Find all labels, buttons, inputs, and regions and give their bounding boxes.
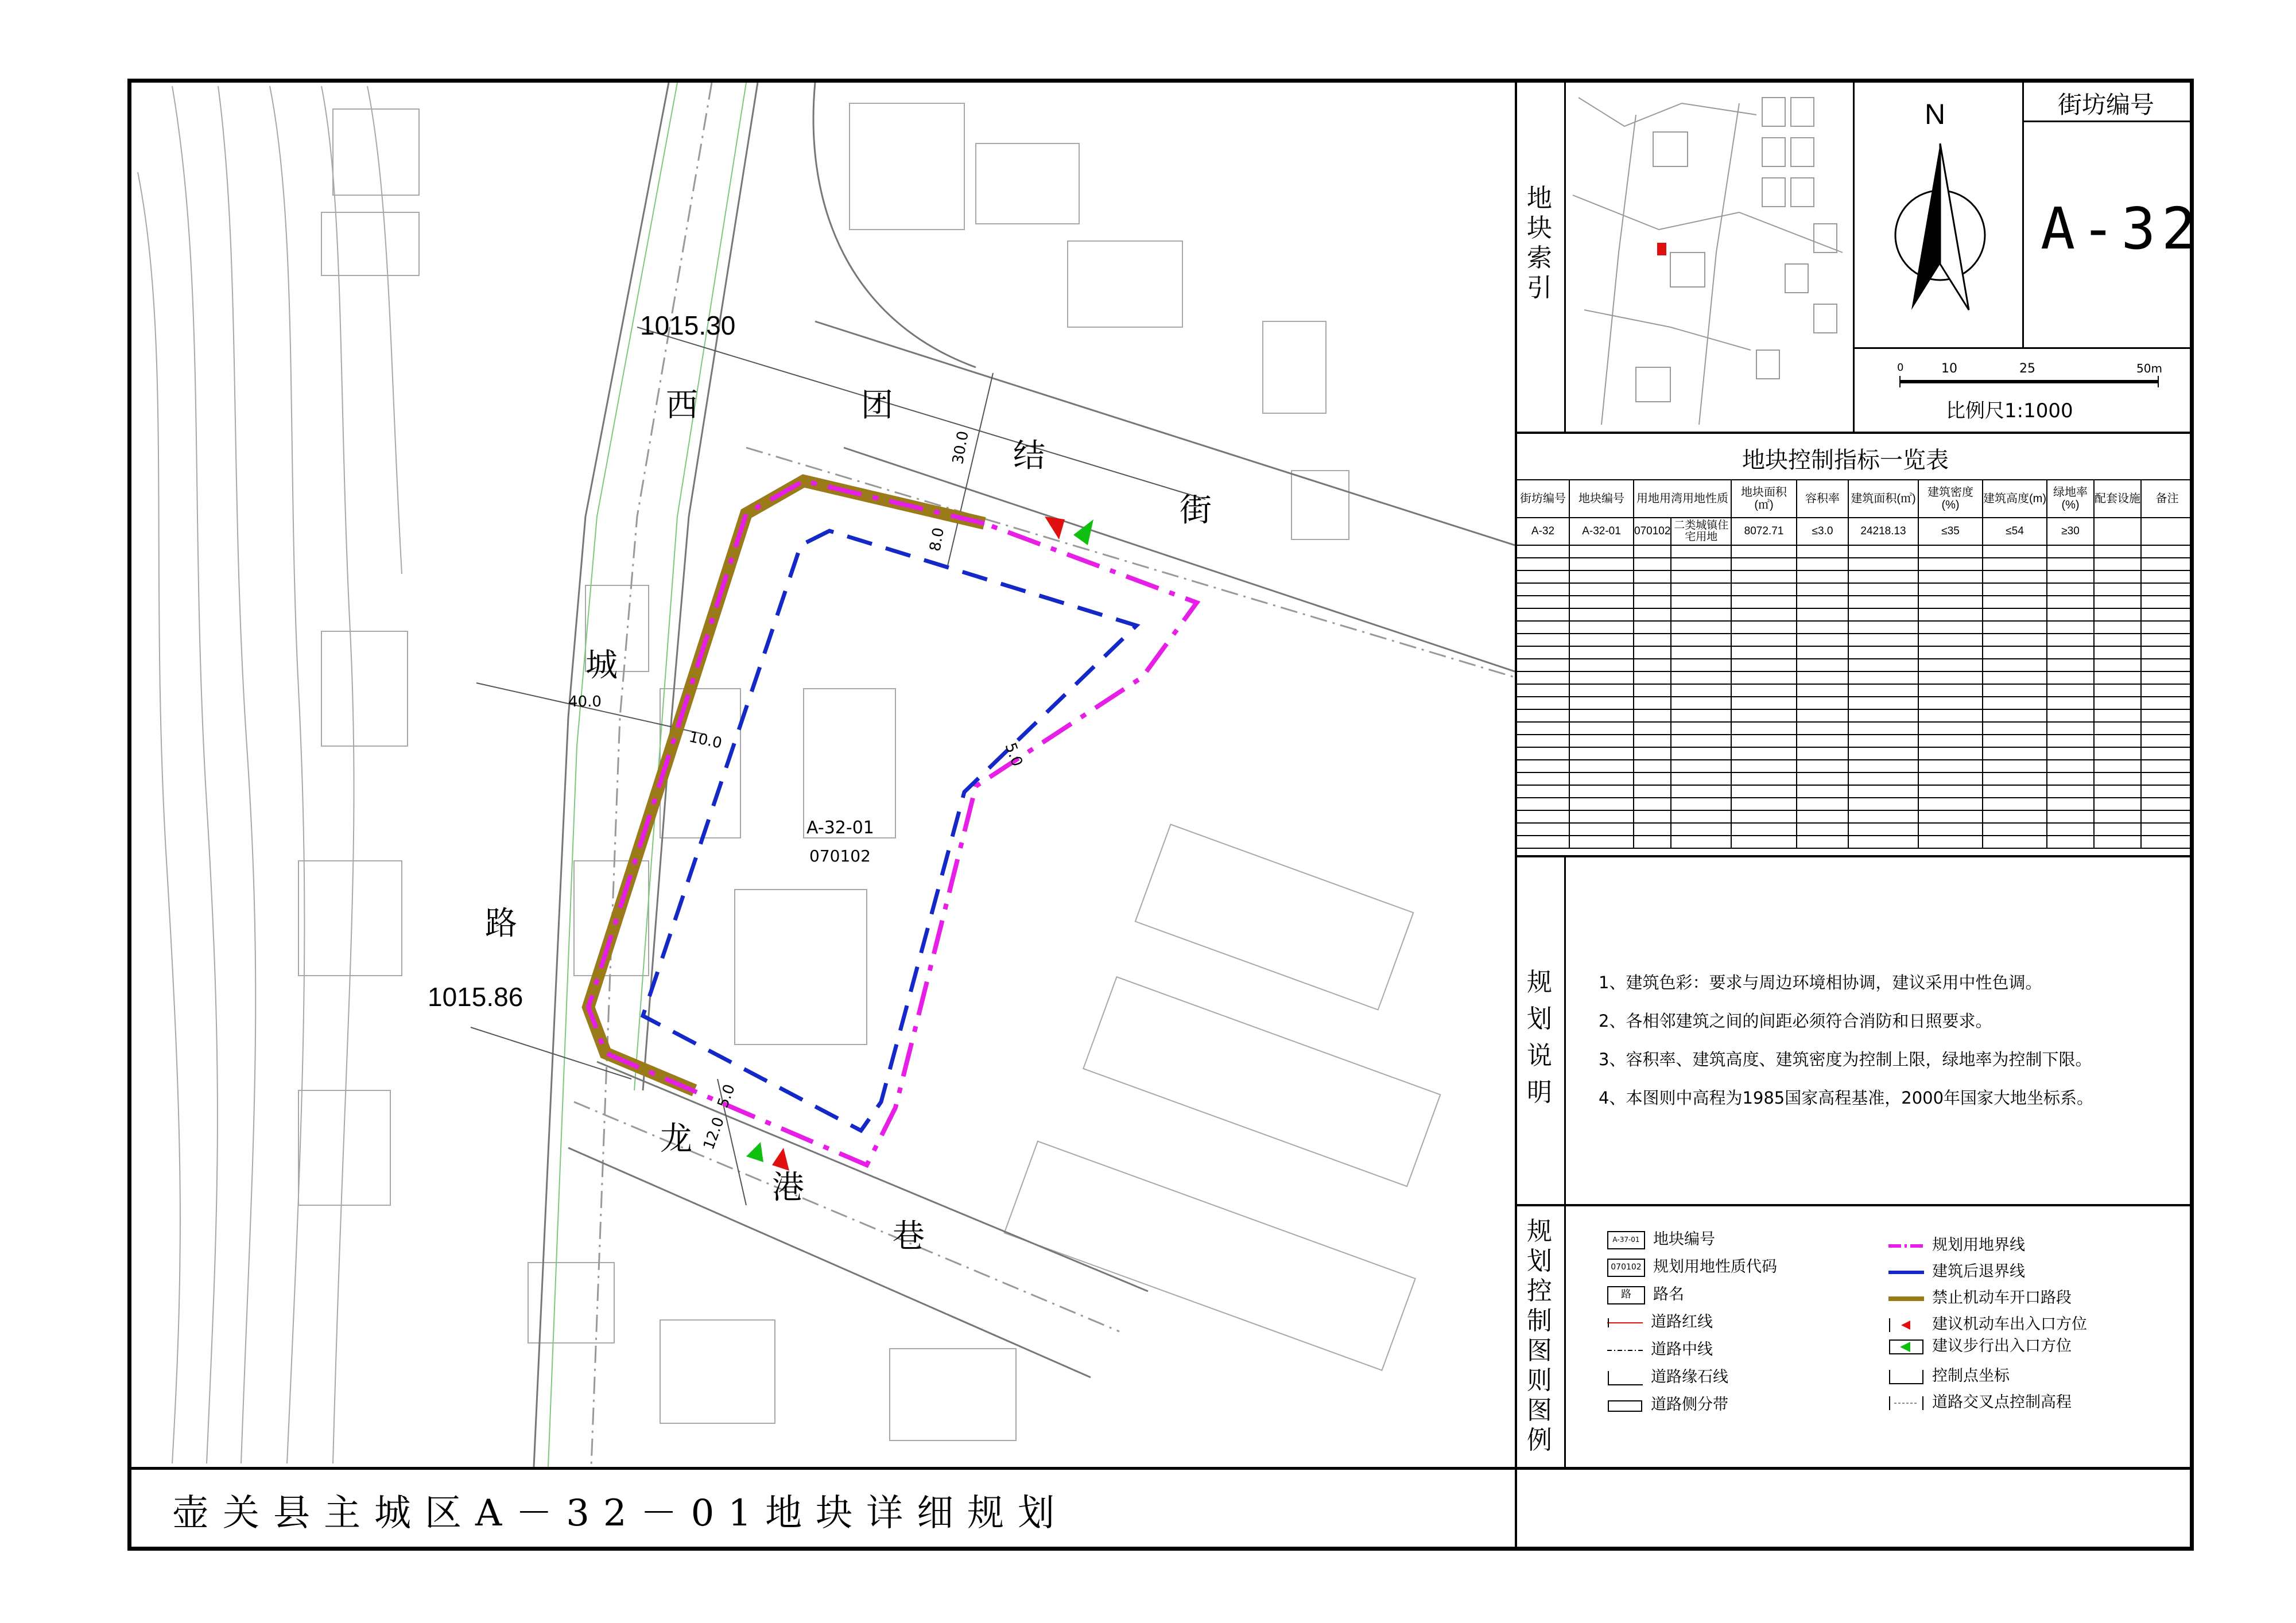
legend-text: 地块编号 <box>1653 1230 1715 1248</box>
table-header: 地块编号 <box>1569 480 1634 518</box>
legend-text: 建议机动车出入口方位 <box>1932 1315 2087 1333</box>
index-label: 地块索引 <box>1527 184 1552 302</box>
legend-boundary-icon <box>1888 1238 1924 1254</box>
legend-text: 路名 <box>1653 1286 1684 1303</box>
divider <box>1515 1204 2194 1206</box>
legend-median-icon <box>1607 1397 1643 1414</box>
legend-text: 道路缘石线 <box>1651 1368 1728 1386</box>
table-header: 建筑密度(%) <box>1918 480 1983 518</box>
dimension-label: 8.0 <box>926 526 948 553</box>
legend-text: 道路侧分带 <box>1651 1396 1728 1414</box>
legend-item <box>1888 1391 2072 1414</box>
divider <box>2022 121 2194 122</box>
note-item: 2、各相邻建筑之间的间距必须符合消防和日照要求。 <box>1599 1011 1992 1031</box>
table-cell: ≤54 <box>1983 518 2047 545</box>
legend-text: 禁止机动车开口路段 <box>1932 1289 2072 1307</box>
divider <box>1853 79 1855 432</box>
divider <box>2022 79 2024 348</box>
table-header: 建筑面积(㎡) <box>1848 480 1918 518</box>
road-name-char: 结 <box>1013 437 1045 475</box>
table-cell: ≤3.0 <box>1797 518 1848 545</box>
table-cell <box>2094 518 2141 545</box>
legend-elevation-icon <box>1888 1395 1924 1411</box>
road-name-char: 巷 <box>893 1218 925 1255</box>
note-item: 3、容积率、建筑高度、建筑密度为控制上限，绿地率为控制下限。 <box>1599 1050 2092 1069</box>
legend-item <box>1607 1338 1713 1361</box>
table-header: 用地用湾用地性质 <box>1634 480 1731 518</box>
road-name-char: 港 <box>772 1169 804 1206</box>
legend-item <box>1607 1283 1684 1306</box>
table-cell: A-32 <box>1517 518 1569 545</box>
table-header: 地块面积(㎡) <box>1731 480 1797 518</box>
legend-curb-line-icon <box>1607 1370 1643 1386</box>
table-header: 街坊编号 <box>1517 480 1569 518</box>
legend-control-point-icon <box>1888 1369 1924 1385</box>
control-elevation: 1015.30 <box>640 310 736 340</box>
legend-item <box>1888 1335 2072 1358</box>
legend-text: 道路交叉点控制高程 <box>1932 1393 2072 1411</box>
dimension-label: 5.0 <box>714 1082 739 1111</box>
scale-text: 比例尺1:1000 <box>1946 399 2073 422</box>
table-cell: 24218.13 <box>1848 518 1918 545</box>
table-cell <box>2141 518 2193 545</box>
divider <box>127 1467 2194 1470</box>
road-name-char: 城 <box>585 647 618 684</box>
legend-item <box>1607 1256 1777 1279</box>
table-header: 备注 <box>2141 480 2193 518</box>
road-name-char: 龙 <box>660 1120 692 1158</box>
legend-symbol: 路 <box>1607 1286 1645 1304</box>
table-row <box>1517 518 2193 545</box>
legend-item <box>1607 1228 1715 1251</box>
legend-item <box>1607 1311 1713 1334</box>
legend-setback-icon <box>1888 1264 1924 1280</box>
dimension-label: 30.0 <box>949 429 972 466</box>
scale-tick: 10 <box>1941 362 1957 376</box>
road-name-char: 西 <box>666 387 698 424</box>
legend-center-line-icon <box>1607 1342 1643 1358</box>
legend-text: 建筑后退界线 <box>1932 1263 2025 1280</box>
dimension-label: 10.0 <box>687 728 724 752</box>
table-cell: 8072.71 <box>1731 518 1797 545</box>
legend-red-line-icon <box>1607 1315 1643 1331</box>
table-header: 配套设施 <box>2094 480 2141 518</box>
divider <box>1515 855 2194 857</box>
legend-item <box>1607 1393 1728 1416</box>
table-header: 容积率 <box>1797 480 1848 518</box>
legend-no-opening-icon <box>1888 1291 1924 1307</box>
note-item: 1、建筑色彩：要求与周边环境相协调，建议采用中性色调。 <box>1599 973 2042 992</box>
block-number-value: A-32 <box>2041 195 2202 262</box>
scale-tick: 25 <box>2019 362 2035 376</box>
parcel-id: A-32-01 <box>806 818 874 838</box>
dimension-label: 12.0 <box>700 1115 728 1152</box>
legend-symbol: 070102 <box>1607 1259 1645 1277</box>
legend-label: 规划控制图则图例 <box>1527 1217 1552 1455</box>
dimension-label: 40.0 <box>568 693 602 710</box>
table-header: 绿地率(%) <box>2047 480 2094 518</box>
legend-text: 规划用地界线 <box>1932 1236 2025 1254</box>
legend-text: 道路红线 <box>1651 1313 1713 1331</box>
legend-text: 道路中线 <box>1651 1341 1713 1358</box>
notes-label: 规划说明 <box>1527 968 1552 1107</box>
control-table <box>1516 479 2194 849</box>
legend-text: 控制点坐标 <box>1932 1367 2010 1385</box>
road-name-char: 团 <box>861 387 893 424</box>
road-name-char: 路 <box>485 905 517 942</box>
table-cell: 070102 <box>1634 518 1671 545</box>
index-map <box>1567 80 1851 430</box>
divider <box>1853 347 2194 349</box>
dimension-label: 5.0 <box>1001 740 1026 769</box>
scale-tick: 0 <box>1897 362 1904 374</box>
parcel-code: 070102 <box>809 847 871 865</box>
note-item: 4、本图则中高程为1985国家高程基准，2000年国家大地坐标系。 <box>1599 1088 2094 1108</box>
table-cell: A-32-01 <box>1569 518 1634 545</box>
table-cell: 二类城镇住宅用地 <box>1671 518 1731 545</box>
table-header: 建筑高度(m) <box>1983 480 2047 518</box>
road-name-char: 街 <box>1180 492 1212 529</box>
north-label: N <box>1925 98 1946 130</box>
divider <box>1515 432 2194 434</box>
legend-item <box>1888 1287 2072 1310</box>
index-highlight <box>1657 243 1666 255</box>
scale-tick: 50m <box>2136 362 2162 375</box>
legend-item <box>1888 1260 2025 1283</box>
legend-text: 建议步行出入口方位 <box>1932 1337 2072 1355</box>
block-number-label: 街坊编号 <box>2058 91 2155 119</box>
legend-item <box>1888 1234 2025 1257</box>
notes-list <box>1599 970 2184 1124</box>
control-table-title: 地块控制指标一览表 <box>1742 447 1949 473</box>
legend-vehicle-entry-icon <box>1888 1317 1924 1333</box>
legend-item <box>1607 1366 1728 1389</box>
legend-symbol: A-37-01 <box>1607 1231 1645 1249</box>
divider <box>1564 855 1566 1467</box>
table-cell: ≥30 <box>2047 518 2094 545</box>
north-arrow-icon <box>1888 132 1992 321</box>
legend-pedestrian-entry-icon <box>1888 1339 1924 1355</box>
legend-item <box>1888 1313 2087 1336</box>
divider <box>1564 79 1566 432</box>
legend-item <box>1888 1365 2010 1388</box>
table-cell: ≤35 <box>1918 518 1983 545</box>
page-title: 壶关县主城区A－32－01地块详细规划 <box>172 1492 1069 1535</box>
control-elevation: 1015.86 <box>428 982 523 1012</box>
legend-text: 规划用地性质代码 <box>1653 1258 1777 1276</box>
